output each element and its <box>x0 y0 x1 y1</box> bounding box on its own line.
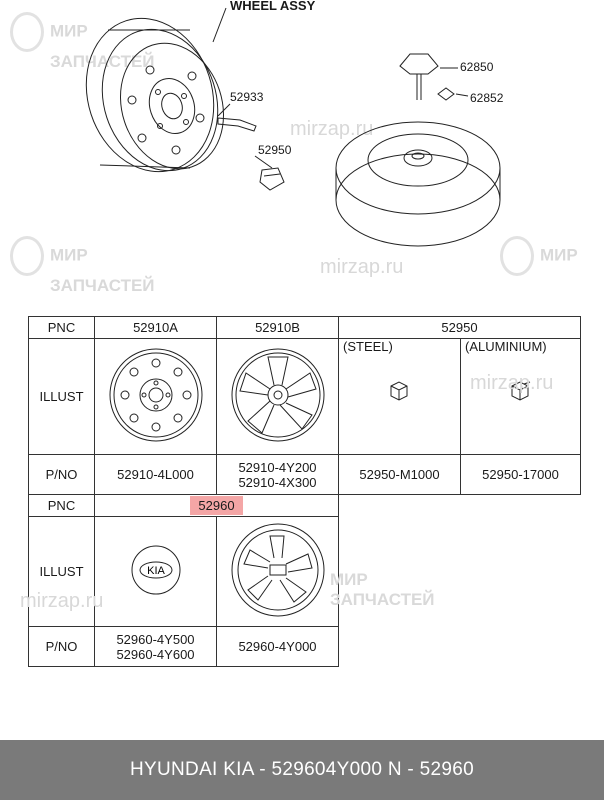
row-label-pnc: PNC <box>29 495 95 517</box>
pnc-cell: 52950 <box>339 317 581 339</box>
illust-cell <box>95 517 217 627</box>
watermark-logo: МИР ЗАПЧАСТЕЙ <box>10 236 155 296</box>
steel-wheel-illust <box>106 345 206 445</box>
steel-nut-illust <box>385 376 415 406</box>
watermark-site: mirzap.ru <box>470 372 554 394</box>
illust-cell <box>217 339 339 455</box>
watermark-logo: МИР ЗАПЧАСТЕЙ <box>330 570 435 609</box>
pno-cell: 52960-4Y500 52960-4Y600 <box>95 627 217 667</box>
diagram-title: WHEEL ASSY <box>230 0 316 13</box>
watermark-site: mirzap.ru <box>20 590 104 612</box>
watermark-logo: МИР <box>500 236 578 276</box>
pno-cell: 52910-4Y200 52910-4X300 <box>217 455 339 495</box>
watermark-site: mirzap.ru <box>290 118 374 140</box>
illust-cell <box>217 517 339 627</box>
row-label-pno: P/NO <box>29 627 95 667</box>
watermark-logo: МИР ЗАПЧАСТЕЙ <box>10 12 155 72</box>
alloy-wheel-illust <box>228 345 328 445</box>
pnc-cell: 52910B <box>217 317 339 339</box>
row-label-pnc: PNC <box>29 317 95 339</box>
illust-cell <box>95 339 217 455</box>
empty-cell <box>339 627 581 667</box>
callout-label: 52933 <box>230 90 264 104</box>
illust-cell <box>461 339 581 455</box>
emblem-text: KIA <box>146 565 165 577</box>
pno-cell: 52960-4Y000 <box>217 627 339 667</box>
callout-label: 62850 <box>460 60 494 74</box>
wheel-assy-diagram <box>0 0 604 310</box>
pno-cell: 52950-M1000 <box>339 455 461 495</box>
pno-cell: 52910-4L000 <box>95 455 217 495</box>
parts-table <box>28 316 581 667</box>
illust-cell <box>339 339 461 455</box>
pnc-cell: 52910A <box>95 317 217 339</box>
pno-cell: 52950-17000 <box>461 455 581 495</box>
callout-label: 52950 <box>258 143 292 157</box>
row-label-pno: P/NO <box>29 455 95 495</box>
material-note: (ALUMINIUM) <box>465 339 547 354</box>
kia-emblem-illust <box>126 540 186 600</box>
row-label-illust: ILLUST <box>29 517 95 627</box>
empty-cell <box>339 495 581 517</box>
wheel-cover-illust <box>228 520 328 620</box>
material-note: (STEEL) <box>343 339 393 354</box>
watermark-site: mirzap.ru <box>320 256 404 278</box>
highlighted-pnc: 52960 <box>190 496 242 515</box>
row-label-illust: ILLUST <box>29 339 95 455</box>
footer-part-code: HYUNDAI KIA - 529604Y000 N - 52960 <box>0 740 604 800</box>
pnc-cell <box>95 495 339 517</box>
callout-label: 62852 <box>470 91 504 105</box>
